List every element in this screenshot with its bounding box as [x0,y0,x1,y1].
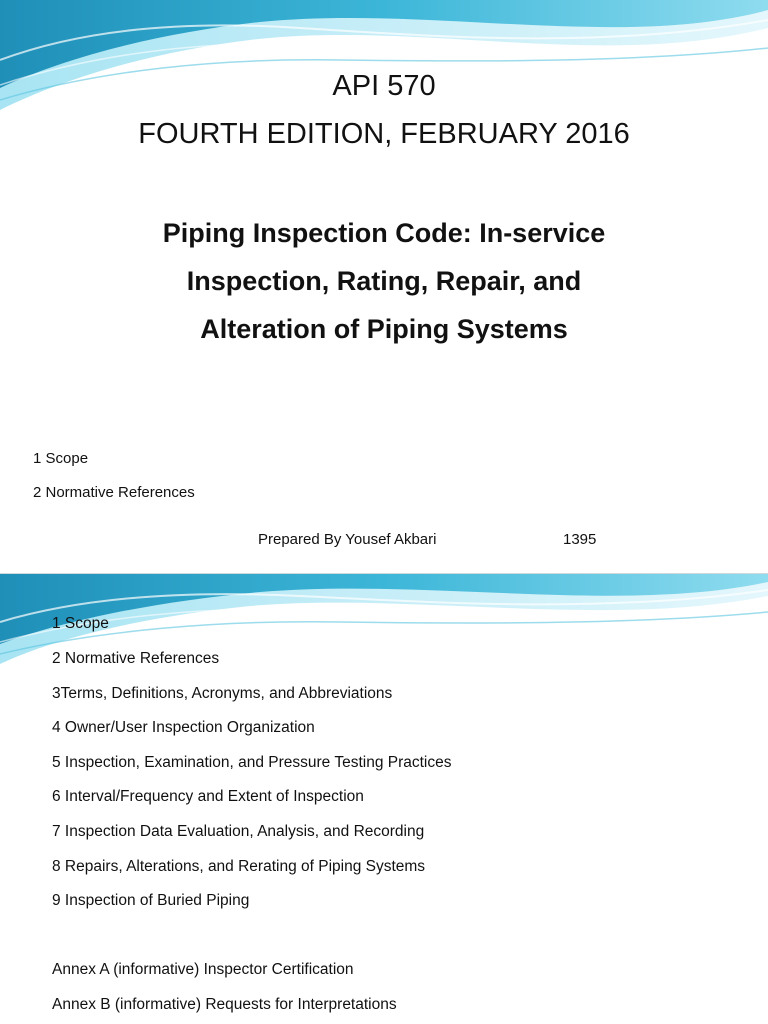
subtitle-line-2: Inspection, Rating, Repair, and [186,266,582,296]
toc-item-1: 1 Scope [52,615,109,632]
toc-item-8: 8 Repairs, Alterations, and Rerating of Piping Systems [52,858,426,875]
toc-item-4: 4 Owner/User Inspection Organization [52,719,315,736]
section-scope: 1 Scope [33,450,89,467]
prepared-by: Prepared By Yousef Akbari [258,531,437,548]
toc-item-6: 6 Interval/Frequency and Extent of Inspection [52,788,364,805]
wave-header-decoration [0,0,768,130]
toc-item-9: 9 Inspection of Buried Piping [52,892,250,909]
toc-item-7: 7 Inspection Data Evaluation, Analysis, and Recording [52,823,425,840]
section-normative-references: 2 Normative References [33,484,195,501]
edition-line: FOURTH EDITION, FEBRUARY 2016 [138,118,630,150]
toc-item-2: 2 Normative References [52,650,220,667]
contents-slide [0,574,768,1024]
annex-b: Annex B (informative) Requests for Interpretations [52,996,397,1013]
subtitle-line-1: Piping Inspection Code: In-service [162,218,606,248]
toc-item-5: 5 Inspection, Examination, and Pressure Testing Practices [52,754,452,771]
document-title: API 570 [332,70,436,102]
subtitle-line-3: Alteration of Piping Systems [200,314,568,344]
year: 1395 [563,531,597,548]
toc-item-3: 3Terms, Definitions, Acronyms, and Abbreviations [52,685,393,702]
annex-a: Annex A (informative) Inspector Certification [52,961,354,978]
